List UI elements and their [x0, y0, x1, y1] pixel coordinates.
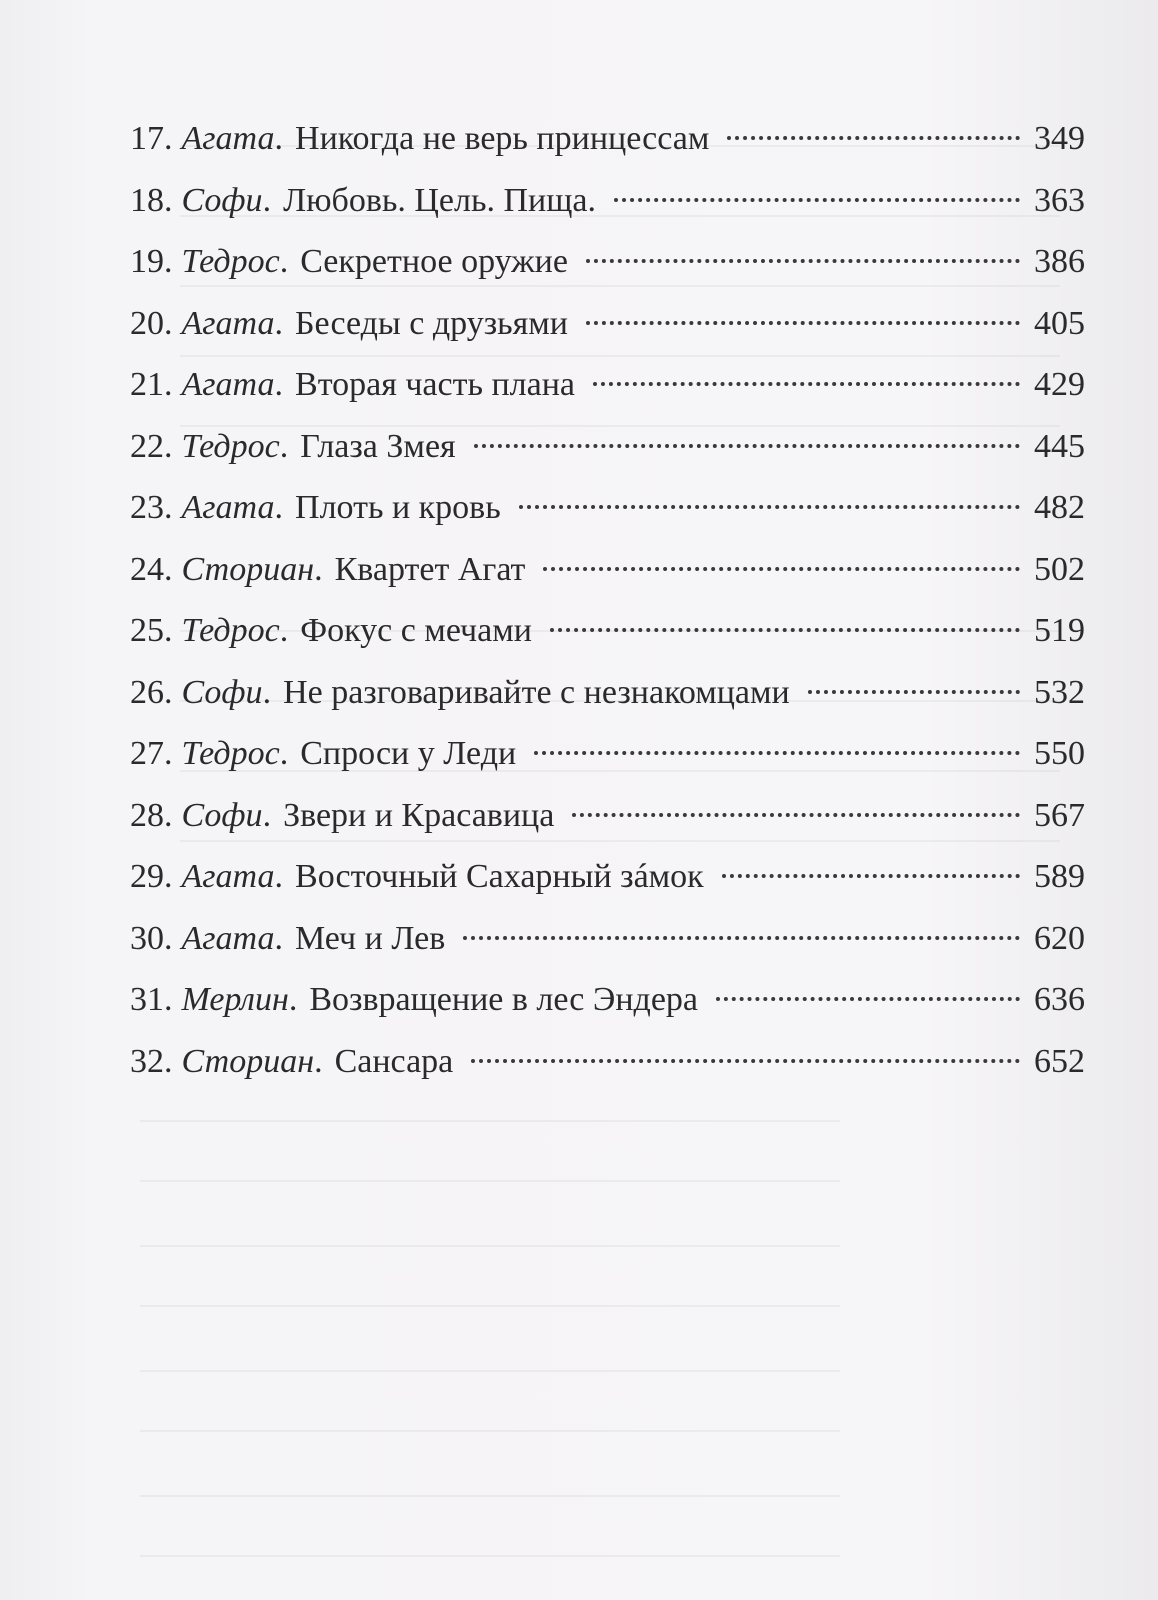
chapter-title: Восточный Сахарный зáмок: [295, 858, 704, 895]
chapter-character: Агата: [181, 858, 275, 895]
chapter-character: Софи: [181, 796, 263, 834]
dot-leader: [543, 567, 1020, 571]
chapter-title: Секретное оружие: [300, 243, 568, 280]
chapter-character: Тедрос: [181, 427, 280, 465]
dot-leader: [716, 997, 1020, 1001]
chapter-number: 24.: [130, 550, 173, 588]
chapter-character: Мерлин: [181, 981, 289, 1018]
dot-leader: [586, 259, 1020, 263]
chapter-number: 27.: [130, 735, 173, 772]
toc-entry: 31. Мерлин . Возвращение в лес Эндера 636: [130, 969, 1085, 1031]
chapter-character: Агата: [181, 489, 275, 526]
page-number: 363: [1034, 181, 1085, 219]
page-number: 405: [1034, 304, 1085, 342]
chapter-number: 30.: [130, 919, 173, 957]
dot-leader: [471, 1059, 1020, 1063]
dot-leader: [614, 198, 1020, 202]
page-number: 445: [1034, 427, 1085, 465]
toc-entry: 19. Тедрос . Секретное оружие 386: [130, 231, 1085, 293]
page-number: 567: [1034, 796, 1085, 834]
dot-leader: [586, 321, 1020, 325]
toc-entry: 25. Тедрос . Фокус с мечами 519: [130, 600, 1085, 662]
dot-leader: [534, 751, 1020, 755]
chapter-title: Не разговаривайте с незнакомцами: [283, 673, 790, 711]
page-number: 652: [1034, 1042, 1085, 1080]
dot-leader: [593, 382, 1020, 386]
dot-leader: [572, 813, 1020, 817]
chapter-number: 25.: [130, 612, 173, 649]
chapter-title: Любовь. Цель. Пища.: [283, 181, 597, 219]
page-number: 532: [1034, 673, 1085, 711]
chapter-title: Спроси у Леди: [300, 735, 517, 772]
toc-entry: 22. Тедрос . Глаза Змея 445: [130, 416, 1085, 478]
toc-entry: 23. Агата . Плоть и кровь 482: [130, 477, 1085, 539]
toc-entry: 18. Софи . Любовь. Цель. Пища. 363: [130, 170, 1085, 232]
page-number: 482: [1034, 489, 1085, 526]
chapter-number: 26.: [130, 673, 173, 711]
chapter-title: Плоть и кровь: [295, 489, 501, 526]
chapter-title: Возвращение в лес Эндера: [309, 981, 699, 1018]
chapter-character: Софи: [181, 181, 263, 219]
chapter-character: Агата: [181, 304, 275, 342]
page-number: 349: [1034, 120, 1085, 157]
chapter-number: 20.: [130, 304, 173, 342]
chapter-number: 21.: [130, 366, 173, 403]
chapter-title: Сансара: [334, 1042, 454, 1080]
table-of-contents: [130, 108, 1085, 1092]
dot-leader: [463, 936, 1020, 940]
chapter-title: Квартет Агат: [334, 550, 526, 588]
chapter-title: Фокус с мечами: [300, 612, 532, 649]
chapter-character: Софи: [181, 673, 263, 711]
page-number: 636: [1034, 981, 1085, 1018]
toc-entry: 26. Софи . Не разговаривайте с незнакомцами 532: [130, 662, 1085, 724]
chapter-character: Агата: [181, 919, 275, 957]
chapter-character: Тедрос: [181, 735, 280, 772]
toc-entry: 30. Агата . Меч и Лев 620: [130, 908, 1085, 970]
chapter-character: Сториан: [181, 1042, 315, 1080]
chapter-title: Беседы с друзьями: [295, 304, 568, 342]
dot-leader: [550, 628, 1020, 632]
chapter-title: Звери и Красавица: [283, 796, 555, 834]
toc-entry: 17. Агата . Никогда не верь принцессам 349: [130, 108, 1085, 170]
chapter-number: 29.: [130, 858, 173, 895]
chapter-number: 19.: [130, 243, 173, 280]
chapter-character: Сториан: [181, 550, 315, 588]
chapter-number: 17.: [130, 120, 173, 157]
page-number: 386: [1034, 243, 1085, 280]
chapter-number: 23.: [130, 489, 173, 526]
chapter-character: Агата: [181, 366, 275, 403]
chapter-title: Глаза Змея: [300, 427, 456, 465]
chapter-title: Меч и Лев: [295, 919, 446, 957]
chapter-title: Никогда не верь принцессам: [295, 120, 710, 157]
chapter-number: 31.: [130, 981, 173, 1018]
chapter-number: 28.: [130, 796, 173, 834]
toc-entry: 21. Агата . Вторая часть плана 429: [130, 354, 1085, 416]
toc-entry: 28. Софи . Звери и Красавица 567: [130, 785, 1085, 847]
page-number: 550: [1034, 735, 1085, 772]
page-number: 429: [1034, 366, 1085, 403]
dot-leader: [722, 874, 1020, 878]
chapter-number: 32.: [130, 1042, 173, 1080]
toc-entry: 32. Сториан . Сансара 652: [130, 1031, 1085, 1093]
chapter-character: Агата: [181, 120, 275, 157]
toc-entry: 27. Тедрос . Спроси у Леди 550: [130, 723, 1085, 785]
chapter-number: 22.: [130, 427, 173, 465]
toc-entry: 24. Сториан . Квартет Агат 502: [130, 539, 1085, 601]
dot-leader: [519, 505, 1020, 509]
toc-entry: 29. Агата . Восточный Сахарный зáмок 589: [130, 846, 1085, 908]
page-number: 519: [1034, 612, 1085, 649]
toc-entry: 20. Агата . Беседы с друзьями 405: [130, 293, 1085, 355]
chapter-character: Тедрос: [181, 243, 280, 280]
dot-leader: [727, 136, 1020, 140]
page-number: 620: [1034, 919, 1085, 957]
page-number: 502: [1034, 550, 1085, 588]
chapter-character: Тедрос: [181, 612, 280, 649]
page-number: 589: [1034, 858, 1085, 895]
dot-leader: [474, 444, 1020, 448]
chapter-number: 18.: [130, 181, 173, 219]
dot-leader: [808, 690, 1020, 694]
chapter-title: Вторая часть плана: [295, 366, 576, 403]
